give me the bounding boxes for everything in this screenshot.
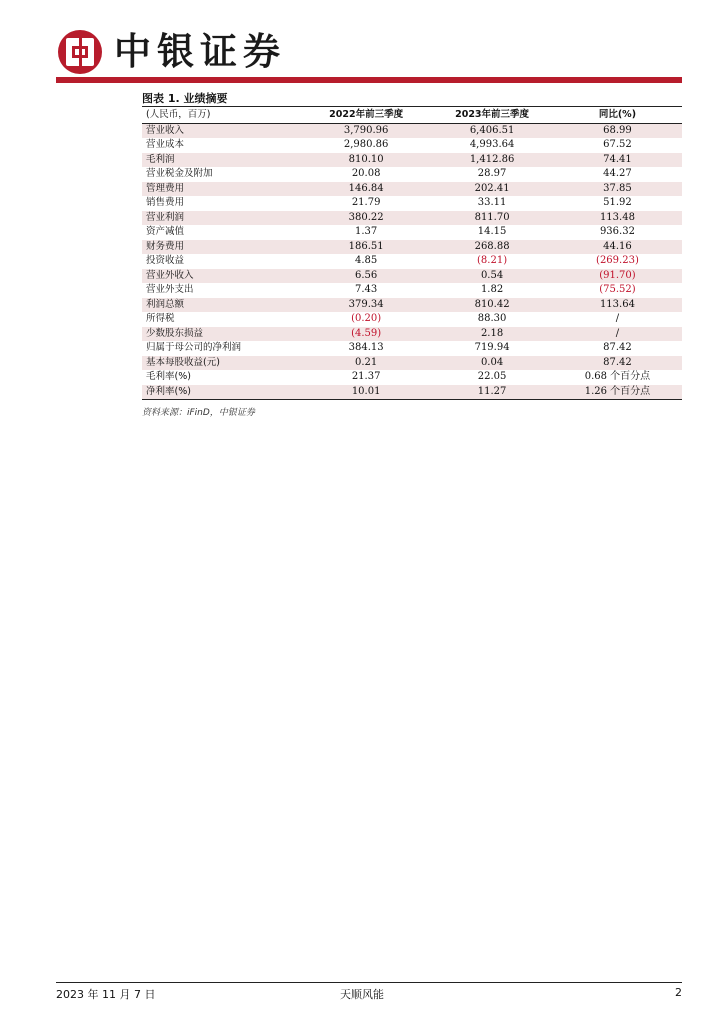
cell-yoy: / xyxy=(615,313,620,324)
row-label: 资产减值 xyxy=(146,226,185,237)
cell-yoy: 113.48 xyxy=(553,211,682,226)
row-label: 营业税金及附加 xyxy=(146,168,213,179)
table-row xyxy=(142,269,682,284)
table-row xyxy=(142,196,682,211)
row-label: 归属于母公司的净利润 xyxy=(146,342,242,353)
cell-2022: 810.10 xyxy=(301,153,431,168)
cell-yoy: 87.42 xyxy=(553,356,682,371)
cell-2023: 810.42 xyxy=(431,298,553,313)
cell-2022: 380.22 xyxy=(301,211,431,226)
cell-yoy: 68.99 xyxy=(553,123,682,138)
cell-2023: 4,993.64 xyxy=(469,139,515,150)
row-label: 利润总额 xyxy=(142,298,301,313)
cell-2022: 4.85 xyxy=(355,255,378,266)
cell-2022: 1.37 xyxy=(355,226,378,237)
table-row xyxy=(142,298,682,313)
cell-2022: 20.08 xyxy=(351,168,381,179)
row-label: 营业外支出 xyxy=(146,284,194,295)
cell-2022: 6.56 xyxy=(301,269,431,284)
cell-2023: 0.04 xyxy=(431,356,553,371)
cell-yoy: 0.68 个百分点 xyxy=(584,371,651,382)
table-row xyxy=(142,240,682,255)
table-row xyxy=(142,138,682,153)
cell-2023: 268.88 xyxy=(431,240,553,255)
cell-2022: 7.43 xyxy=(355,284,378,295)
table-row xyxy=(142,211,682,226)
cell-2023: 11.27 xyxy=(431,385,553,400)
cell-2023: 719.94 xyxy=(474,342,510,353)
cell-2023: 202.41 xyxy=(431,182,553,197)
table-row xyxy=(142,254,682,269)
row-label: 毛利率(%) xyxy=(146,371,191,382)
cell-yoy: (75.52) xyxy=(599,284,636,295)
cell-yoy: 936.32 xyxy=(599,226,635,237)
cell-2022: 384.13 xyxy=(348,342,384,353)
figure-title: 图表 1. 业绩摘要 xyxy=(142,92,228,105)
table-row xyxy=(142,356,682,371)
row-label: 基本每股收益(元) xyxy=(142,356,301,371)
cell-yoy: 74.41 xyxy=(553,153,682,168)
row-label: 少数股东损益 xyxy=(142,327,301,342)
cell-yoy: 51.92 xyxy=(603,197,632,208)
cell-yoy: (269.23) xyxy=(596,255,639,266)
cell-2022: (4.59) xyxy=(301,327,431,342)
table-row xyxy=(142,341,682,356)
cell-2022: 21.79 xyxy=(351,197,381,208)
cell-2023: 28.97 xyxy=(477,168,507,179)
cell-2022: 379.34 xyxy=(301,298,431,313)
cell-yoy: 113.64 xyxy=(553,298,682,313)
cell-2022: (0.20) xyxy=(351,313,382,324)
cell-yoy: 44.27 xyxy=(603,168,632,179)
page-number: 2 xyxy=(675,986,682,999)
row-label: 营业成本 xyxy=(146,139,185,150)
cell-2023: 811.70 xyxy=(431,211,553,226)
table-row xyxy=(142,167,682,182)
cell-yoy: 44.16 xyxy=(553,240,682,255)
footer-date: 2023 年 11 月 7 日 xyxy=(56,988,156,1001)
cell-2022: 186.51 xyxy=(301,240,431,255)
cell-2023: 6,406.51 xyxy=(431,123,553,138)
table-row xyxy=(142,123,682,138)
row-label: 营业外收入 xyxy=(142,269,301,284)
cell-yoy: 1.26 个百分点 xyxy=(553,385,682,400)
figure-rule xyxy=(142,106,682,107)
column-header-yoy: 同比(%) xyxy=(553,108,682,123)
footer-title: 天顺风能 xyxy=(340,988,384,1001)
cell-2023: 33.11 xyxy=(477,197,507,208)
table-row xyxy=(142,283,682,298)
footer-rule xyxy=(56,982,682,983)
table-row xyxy=(142,370,682,385)
cell-2023: 14.15 xyxy=(477,226,507,237)
cell-yoy: 87.42 xyxy=(603,342,632,353)
cell-2022: 0.21 xyxy=(301,356,431,371)
header-rule xyxy=(56,77,682,83)
figure-source: 资料来源：iFinD，中银证券 xyxy=(142,408,255,418)
cell-yoy: 37.85 xyxy=(553,182,682,197)
row-label: 管理费用 xyxy=(142,182,301,197)
cell-2023: 88.30 xyxy=(477,313,507,324)
table-row xyxy=(142,153,682,168)
column-header-2023: 2023年前三季度 xyxy=(431,108,553,123)
row-label: 销售费用 xyxy=(146,197,185,208)
row-label: 毛利润 xyxy=(142,153,301,168)
cell-2022: 2,980.86 xyxy=(343,139,389,150)
cell-2023: 0.54 xyxy=(431,269,553,284)
cell-2023: 2.18 xyxy=(431,327,553,342)
row-label: 财务费用 xyxy=(142,240,301,255)
cell-2022: 146.84 xyxy=(301,182,431,197)
table-header-row xyxy=(142,108,682,123)
cell-2022: 10.01 xyxy=(301,385,431,400)
table-row xyxy=(142,225,682,240)
row-label: 投资收益 xyxy=(146,255,185,266)
cell-yoy: 67.52 xyxy=(603,139,632,150)
cell-2023: 22.05 xyxy=(477,371,507,382)
cell-yoy: (91.70) xyxy=(553,269,682,284)
row-label: 营业利润 xyxy=(142,211,301,226)
row-label: 营业收入 xyxy=(142,123,301,138)
table-row xyxy=(142,327,682,342)
cell-yoy: / xyxy=(553,327,682,342)
column-header-2022: 2022年前三季度 xyxy=(301,108,431,123)
table-row xyxy=(142,182,682,197)
row-label: 净利率(%) xyxy=(142,385,301,400)
cell-2023: 1.82 xyxy=(480,284,504,295)
row-label: 所得税 xyxy=(146,313,175,324)
brand-name: 中银证券 xyxy=(114,30,286,73)
financial-summary-table xyxy=(142,108,682,400)
bank-of-china-logo-icon xyxy=(58,30,102,74)
table-row xyxy=(142,312,682,327)
table-row xyxy=(142,385,682,400)
cell-2023: (8.21) xyxy=(477,255,508,266)
cell-2022: 3,790.96 xyxy=(301,123,431,138)
column-header-unit: (人民币，百万) xyxy=(142,108,301,123)
cell-2023: 1,412.86 xyxy=(431,153,553,168)
cell-2022: 21.37 xyxy=(351,371,381,382)
page-header xyxy=(56,28,682,84)
